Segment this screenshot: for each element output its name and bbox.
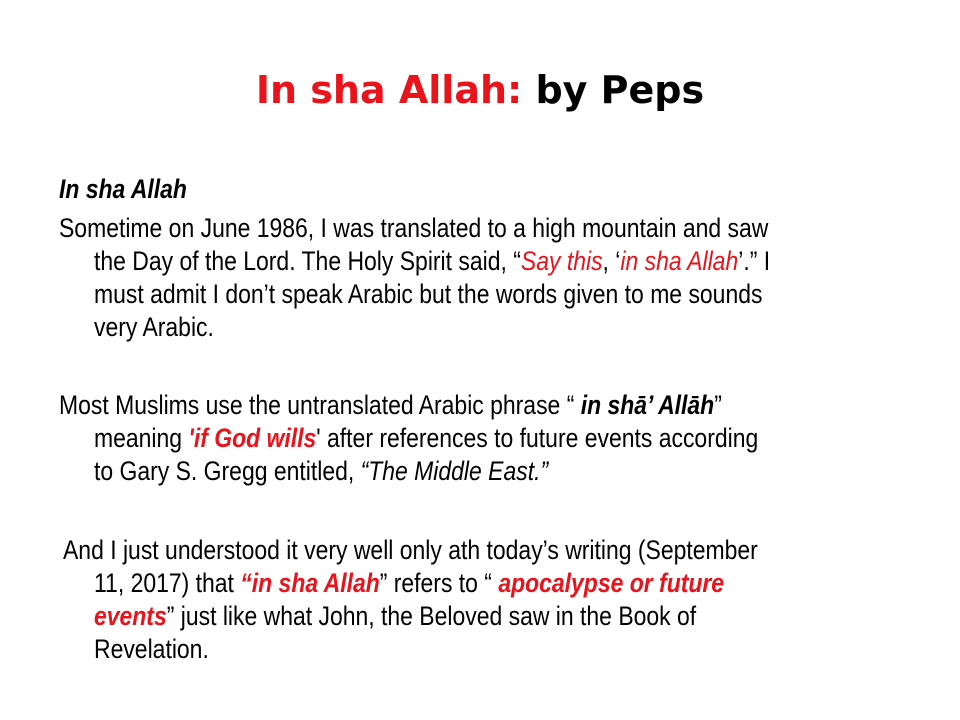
p3-apocalypse: apocalypse or future xyxy=(498,568,725,598)
p3-in-sha-allah: “in sha Allah xyxy=(240,568,380,598)
p3-l2-mid: ” refers to “ xyxy=(379,568,499,598)
paragraph-2-line-1 xyxy=(59,388,722,422)
paragraph-1-line-4: very Arabic. xyxy=(94,312,214,342)
title-black-part: by Peps xyxy=(522,68,705,112)
p2-l2-text: meaning xyxy=(94,423,189,453)
paragraph-2-line-3 xyxy=(94,454,548,488)
p1-l2-text: the Day of the Lord. The Holy Spirit said, “ xyxy=(94,246,521,276)
paragraph-2-line-2 xyxy=(94,421,758,455)
p1-l2-end: ’.” I xyxy=(738,246,771,276)
p2-l1-text: Most Muslims use the untranslated Arabic phrase “ xyxy=(59,390,581,420)
p3-l3-text: ” just like what John, the Beloved saw in the Book of xyxy=(166,601,697,631)
p2-l2-end: ' after references to future events according xyxy=(316,423,759,453)
p3-events: events xyxy=(94,601,167,631)
paragraph-3-line-3 xyxy=(94,599,696,633)
section-heading: In sha Allah xyxy=(59,174,187,204)
paragraph-3-line-1: And I just understood it very well only ath today’s writing (September xyxy=(63,535,758,565)
title-red-part: In sha Allah: xyxy=(255,68,523,112)
p2-middle-east-title: “The Middle East.” xyxy=(360,456,549,486)
paragraph-1-line-1: Sometime on June 1986, I was translated to a high mountain and saw xyxy=(59,213,769,243)
p3-l2-text: 11, 2017) that xyxy=(94,568,241,598)
paragraph-1-line-3: must admit I don’t speak Arabic but the words given to me sounds xyxy=(94,279,763,309)
p2-l1-end: ” xyxy=(714,390,722,420)
p1-in-sha-allah: in sha Allah xyxy=(620,246,739,276)
p1-say-this: Say this xyxy=(520,246,603,276)
p2-arabic-phrase: in shā’ Allāh xyxy=(580,390,715,420)
paragraph-1-line-2 xyxy=(94,244,770,278)
p2-l3-text: to Gary S. Gregg entitled, xyxy=(94,456,361,486)
slide-title xyxy=(0,66,960,114)
paragraph-3-line-4: Revelation. xyxy=(94,634,209,664)
p2-if-god-wills: 'if God wills xyxy=(188,423,317,453)
paragraph-3-line-2 xyxy=(94,566,724,600)
p1-l2-sep: , ‘ xyxy=(602,246,621,276)
